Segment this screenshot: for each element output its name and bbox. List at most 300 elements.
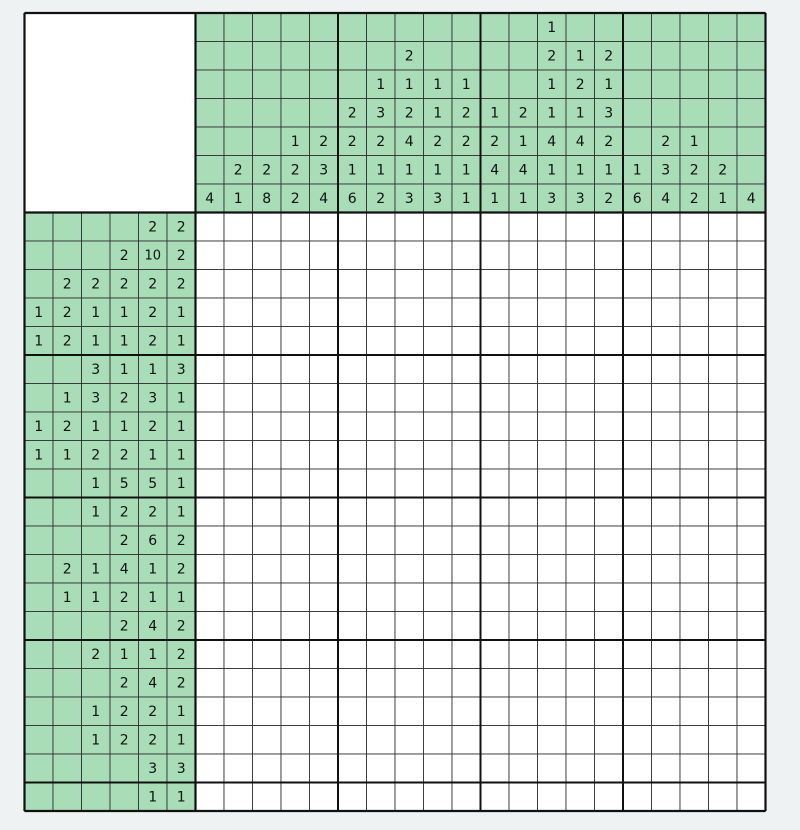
grid-cell[interactable] (566, 726, 595, 755)
grid-cell[interactable] (395, 498, 424, 527)
grid-cell[interactable] (281, 669, 310, 698)
grid-cell[interactable] (281, 526, 310, 555)
grid-cell[interactable] (680, 469, 709, 498)
grid-cell[interactable] (566, 612, 595, 641)
grid-cell[interactable] (367, 327, 396, 356)
grid-cell[interactable] (538, 669, 567, 698)
grid-cell[interactable] (367, 669, 396, 698)
grid-cell[interactable] (481, 498, 510, 527)
grid-cell[interactable] (338, 213, 367, 242)
grid-cell[interactable] (481, 241, 510, 270)
grid-cell[interactable] (652, 441, 681, 470)
grid-cell[interactable] (367, 241, 396, 270)
grid-cell[interactable] (452, 697, 481, 726)
grid-cell[interactable] (680, 355, 709, 384)
grid-cell[interactable] (595, 498, 624, 527)
grid-cell[interactable] (652, 355, 681, 384)
grid-cell[interactable] (281, 783, 310, 812)
grid-cell[interactable] (253, 270, 282, 299)
grid-cell[interactable] (253, 640, 282, 669)
grid-cell[interactable] (481, 213, 510, 242)
grid-cell[interactable] (224, 669, 253, 698)
grid-cell[interactable] (709, 669, 738, 698)
grid-cell[interactable] (623, 441, 652, 470)
grid-cell[interactable] (709, 783, 738, 812)
grid-cell[interactable] (224, 555, 253, 584)
grid-cell[interactable] (224, 327, 253, 356)
grid-cell[interactable] (509, 640, 538, 669)
grid-cell[interactable] (595, 697, 624, 726)
grid-cell[interactable] (709, 412, 738, 441)
grid-cell[interactable] (253, 526, 282, 555)
grid-cell[interactable] (310, 669, 339, 698)
grid-cell[interactable] (424, 412, 453, 441)
grid-cell[interactable] (509, 213, 538, 242)
grid-cell[interactable] (538, 355, 567, 384)
grid-cell[interactable] (452, 555, 481, 584)
grid-cell[interactable] (395, 270, 424, 299)
grid-cell[interactable] (424, 441, 453, 470)
grid-cell[interactable] (253, 555, 282, 584)
grid-cell[interactable] (253, 697, 282, 726)
grid-cell[interactable] (680, 412, 709, 441)
grid-cell[interactable] (737, 270, 766, 299)
grid-cell[interactable] (595, 555, 624, 584)
grid-cell[interactable] (538, 469, 567, 498)
grid-cell[interactable] (538, 726, 567, 755)
grid-cell[interactable] (509, 469, 538, 498)
grid-cell[interactable] (224, 298, 253, 327)
grid-cell[interactable] (253, 754, 282, 783)
grid-cell[interactable] (338, 384, 367, 413)
grid-cell[interactable] (452, 412, 481, 441)
grid-cell[interactable] (424, 612, 453, 641)
grid-cell[interactable] (481, 327, 510, 356)
grid-cell[interactable] (338, 327, 367, 356)
grid-cell[interactable] (424, 669, 453, 698)
grid-cell[interactable] (224, 355, 253, 384)
grid-cell[interactable] (395, 697, 424, 726)
grid-cell[interactable] (196, 498, 225, 527)
grid-cell[interactable] (281, 726, 310, 755)
grid-cell[interactable] (481, 640, 510, 669)
grid-cell[interactable] (709, 327, 738, 356)
grid-cell[interactable] (481, 612, 510, 641)
grid-cell[interactable] (367, 498, 396, 527)
grid-cell[interactable] (253, 298, 282, 327)
grid-cell[interactable] (452, 441, 481, 470)
grid-cell[interactable] (652, 384, 681, 413)
grid-cell[interactable] (310, 270, 339, 299)
grid-cell[interactable] (652, 412, 681, 441)
grid-cell[interactable] (623, 754, 652, 783)
grid-cell[interactable] (595, 327, 624, 356)
grid-cell[interactable] (452, 270, 481, 299)
grid-cell[interactable] (481, 469, 510, 498)
grid-cell[interactable] (452, 355, 481, 384)
grid-cell[interactable] (424, 555, 453, 584)
grid-cell[interactable] (338, 697, 367, 726)
grid-cell[interactable] (338, 270, 367, 299)
grid-cell[interactable] (424, 697, 453, 726)
grid-cell[interactable] (566, 526, 595, 555)
grid-cell[interactable] (538, 783, 567, 812)
grid-cell[interactable] (680, 241, 709, 270)
grid-cell[interactable] (281, 583, 310, 612)
grid-cell[interactable] (310, 298, 339, 327)
grid-cell[interactable] (452, 640, 481, 669)
grid-cell[interactable] (224, 783, 253, 812)
grid-cell[interactable] (196, 298, 225, 327)
grid-cell[interactable] (224, 754, 253, 783)
grid-cell[interactable] (310, 612, 339, 641)
grid-cell[interactable] (538, 384, 567, 413)
grid-cell[interactable] (566, 298, 595, 327)
grid-cell[interactable] (338, 640, 367, 669)
grid-cell[interactable] (538, 412, 567, 441)
grid-cell[interactable] (566, 355, 595, 384)
grid-cell[interactable] (709, 355, 738, 384)
grid-cell[interactable] (595, 469, 624, 498)
grid-cell[interactable] (367, 555, 396, 584)
grid-cell[interactable] (623, 469, 652, 498)
grid-cell[interactable] (481, 669, 510, 698)
grid-cell[interactable] (281, 555, 310, 584)
grid-cell[interactable] (395, 298, 424, 327)
grid-cell[interactable] (452, 583, 481, 612)
grid-cell[interactable] (652, 298, 681, 327)
grid-cell[interactable] (224, 498, 253, 527)
grid-cell[interactable] (196, 555, 225, 584)
grid-cell[interactable] (367, 469, 396, 498)
grid-cell[interactable] (652, 783, 681, 812)
grid-cell[interactable] (623, 612, 652, 641)
grid-cell[interactable] (338, 783, 367, 812)
grid-cell[interactable] (310, 526, 339, 555)
grid-cell[interactable] (338, 726, 367, 755)
grid-cell[interactable] (566, 327, 595, 356)
grid-cell[interactable] (652, 241, 681, 270)
grid-cell[interactable] (452, 669, 481, 698)
grid-cell[interactable] (481, 355, 510, 384)
grid-cell[interactable] (623, 640, 652, 669)
grid-cell[interactable] (395, 384, 424, 413)
grid-cell[interactable] (652, 754, 681, 783)
grid-cell[interactable] (310, 441, 339, 470)
grid-cell[interactable] (395, 783, 424, 812)
grid-cell[interactable] (281, 640, 310, 669)
grid-cell[interactable] (680, 441, 709, 470)
grid-cell[interactable] (395, 526, 424, 555)
grid-cell[interactable] (623, 241, 652, 270)
grid-cell[interactable] (367, 213, 396, 242)
grid-cell[interactable] (481, 583, 510, 612)
grid-cell[interactable] (395, 355, 424, 384)
grid-cell[interactable] (538, 213, 567, 242)
grid-cell[interactable] (310, 640, 339, 669)
grid-cell[interactable] (424, 469, 453, 498)
grid-cell[interactable] (680, 669, 709, 698)
grid-cell[interactable] (281, 384, 310, 413)
grid-cell[interactable] (509, 241, 538, 270)
grid-cell[interactable] (509, 526, 538, 555)
grid-cell[interactable] (737, 526, 766, 555)
grid-cell[interactable] (652, 640, 681, 669)
grid-cell[interactable] (424, 783, 453, 812)
grid-cell[interactable] (595, 640, 624, 669)
grid-cell[interactable] (538, 241, 567, 270)
grid-cell[interactable] (709, 754, 738, 783)
grid-cell[interactable] (310, 583, 339, 612)
grid-cell[interactable] (310, 555, 339, 584)
grid-cell[interactable] (481, 384, 510, 413)
grid-cell[interactable] (281, 469, 310, 498)
grid-cell[interactable] (253, 669, 282, 698)
grid-cell[interactable] (737, 669, 766, 698)
grid-cell[interactable] (424, 298, 453, 327)
grid-cell[interactable] (196, 754, 225, 783)
grid-cell[interactable] (509, 697, 538, 726)
grid-cell[interactable] (737, 298, 766, 327)
grid-cell[interactable] (481, 412, 510, 441)
grid-cell[interactable] (395, 213, 424, 242)
grid-cell[interactable] (452, 298, 481, 327)
grid-cell[interactable] (367, 697, 396, 726)
grid-cell[interactable] (680, 640, 709, 669)
grid-cell[interactable] (224, 583, 253, 612)
grid-cell[interactable] (424, 270, 453, 299)
grid-cell[interactable] (509, 441, 538, 470)
grid-cell[interactable] (481, 783, 510, 812)
grid-cell[interactable] (481, 270, 510, 299)
grid-cell[interactable] (566, 241, 595, 270)
grid-cell[interactable] (424, 355, 453, 384)
grid-cell[interactable] (680, 555, 709, 584)
grid-cell[interactable] (395, 469, 424, 498)
grid-cell[interactable] (538, 270, 567, 299)
grid-cell[interactable] (481, 754, 510, 783)
grid-cell[interactable] (709, 270, 738, 299)
grid-cell[interactable] (680, 526, 709, 555)
grid-cell[interactable] (310, 754, 339, 783)
grid-cell[interactable] (481, 441, 510, 470)
grid-cell[interactable] (338, 555, 367, 584)
grid-cell[interactable] (538, 640, 567, 669)
grid-cell[interactable] (281, 355, 310, 384)
grid-cell[interactable] (338, 498, 367, 527)
grid-cell[interactable] (509, 498, 538, 527)
grid-cell[interactable] (737, 612, 766, 641)
grid-cell[interactable] (281, 412, 310, 441)
grid-cell[interactable] (452, 498, 481, 527)
grid-cell[interactable] (281, 298, 310, 327)
grid-cell[interactable] (196, 697, 225, 726)
grid-cell[interactable] (338, 241, 367, 270)
grid-cell[interactable] (623, 270, 652, 299)
grid-cell[interactable] (509, 412, 538, 441)
grid-cell[interactable] (566, 412, 595, 441)
grid-cell[interactable] (367, 612, 396, 641)
grid-cell[interactable] (310, 697, 339, 726)
grid-cell[interactable] (623, 726, 652, 755)
grid-cell[interactable] (481, 697, 510, 726)
grid-cell[interactable] (196, 270, 225, 299)
grid-cell[interactable] (224, 441, 253, 470)
grid-cell[interactable] (595, 241, 624, 270)
grid-cell[interactable] (338, 754, 367, 783)
grid-cell[interactable] (424, 213, 453, 242)
grid-cell[interactable] (281, 213, 310, 242)
grid-cell[interactable] (652, 526, 681, 555)
grid-cell[interactable] (367, 526, 396, 555)
grid-cell[interactable] (310, 241, 339, 270)
grid-cell[interactable] (566, 555, 595, 584)
grid-cell[interactable] (281, 441, 310, 470)
grid-cell[interactable] (281, 697, 310, 726)
grid-cell[interactable] (281, 241, 310, 270)
grid-cell[interactable] (709, 640, 738, 669)
grid-cell[interactable] (224, 241, 253, 270)
grid-cell[interactable] (709, 441, 738, 470)
grid-cell[interactable] (595, 298, 624, 327)
grid-cell[interactable] (395, 327, 424, 356)
grid-cell[interactable] (509, 783, 538, 812)
grid-cell[interactable] (709, 469, 738, 498)
grid-cell[interactable] (452, 384, 481, 413)
grid-cell[interactable] (253, 583, 282, 612)
grid-cell[interactable] (452, 526, 481, 555)
grid-cell[interactable] (281, 270, 310, 299)
grid-cell[interactable] (224, 270, 253, 299)
grid-cell[interactable] (224, 612, 253, 641)
grid-cell[interactable] (338, 469, 367, 498)
grid-cell[interactable] (281, 327, 310, 356)
grid-cell[interactable] (737, 697, 766, 726)
grid-cell[interactable] (224, 213, 253, 242)
grid-cell[interactable] (196, 640, 225, 669)
grid-cell[interactable] (595, 783, 624, 812)
grid-cell[interactable] (595, 213, 624, 242)
grid-cell[interactable] (196, 241, 225, 270)
grid-cell[interactable] (709, 241, 738, 270)
grid-cell[interactable] (566, 384, 595, 413)
grid-cell[interactable] (623, 298, 652, 327)
grid-cell[interactable] (196, 669, 225, 698)
grid-cell[interactable] (737, 213, 766, 242)
grid-cell[interactable] (367, 783, 396, 812)
grid-cell[interactable] (538, 498, 567, 527)
grid-cell[interactable] (595, 754, 624, 783)
grid-cell[interactable] (196, 583, 225, 612)
grid-cell[interactable] (367, 726, 396, 755)
grid-cell[interactable] (452, 469, 481, 498)
grid-cell[interactable] (538, 327, 567, 356)
grid-cell[interactable] (196, 469, 225, 498)
grid-cell[interactable] (652, 669, 681, 698)
grid-cell[interactable] (310, 384, 339, 413)
grid-cell[interactable] (253, 355, 282, 384)
grid-cell[interactable] (310, 412, 339, 441)
grid-cell[interactable] (338, 441, 367, 470)
grid-cell[interactable] (737, 327, 766, 356)
grid-cell[interactable] (338, 412, 367, 441)
grid-cell[interactable] (623, 583, 652, 612)
grid-cell[interactable] (538, 441, 567, 470)
grid-cell[interactable] (367, 355, 396, 384)
grid-cell[interactable] (253, 213, 282, 242)
grid-cell[interactable] (196, 441, 225, 470)
grid-cell[interactable] (652, 213, 681, 242)
grid-cell[interactable] (652, 555, 681, 584)
grid-cell[interactable] (709, 612, 738, 641)
grid-cell[interactable] (680, 754, 709, 783)
grid-cell[interactable] (737, 583, 766, 612)
grid-cell[interactable] (709, 298, 738, 327)
grid-cell[interactable] (709, 213, 738, 242)
grid-cell[interactable] (538, 555, 567, 584)
grid-cell[interactable] (709, 526, 738, 555)
grid-cell[interactable] (509, 298, 538, 327)
grid-cell[interactable] (538, 526, 567, 555)
grid-cell[interactable] (680, 583, 709, 612)
grid-cell[interactable] (253, 469, 282, 498)
grid-cell[interactable] (196, 526, 225, 555)
grid-cell[interactable] (395, 612, 424, 641)
grid-cell[interactable] (623, 697, 652, 726)
grid-cell[interactable] (737, 783, 766, 812)
grid-cell[interactable] (566, 783, 595, 812)
grid-cell[interactable] (737, 241, 766, 270)
grid-cell[interactable] (595, 270, 624, 299)
grid-cell[interactable] (395, 241, 424, 270)
grid-cell[interactable] (395, 640, 424, 669)
grid-cell[interactable] (224, 384, 253, 413)
grid-cell[interactable] (652, 697, 681, 726)
grid-cell[interactable] (680, 612, 709, 641)
grid-cell[interactable] (424, 640, 453, 669)
grid-cell[interactable] (452, 241, 481, 270)
grid-cell[interactable] (509, 669, 538, 698)
grid-cell[interactable] (737, 412, 766, 441)
grid-cell[interactable] (310, 213, 339, 242)
grid-cell[interactable] (737, 469, 766, 498)
grid-cell[interactable] (737, 441, 766, 470)
grid-cell[interactable] (595, 441, 624, 470)
grid-cell[interactable] (452, 327, 481, 356)
grid-cell[interactable] (538, 697, 567, 726)
grid-cell[interactable] (680, 783, 709, 812)
grid-cell[interactable] (196, 213, 225, 242)
grid-cell[interactable] (595, 526, 624, 555)
grid-cell[interactable] (623, 384, 652, 413)
grid-cell[interactable] (737, 498, 766, 527)
grid-cell[interactable] (566, 213, 595, 242)
grid-cell[interactable] (538, 583, 567, 612)
grid-cell[interactable] (367, 270, 396, 299)
grid-cell[interactable] (395, 726, 424, 755)
grid-cell[interactable] (709, 555, 738, 584)
grid-cell[interactable] (538, 754, 567, 783)
grid-cell[interactable] (538, 298, 567, 327)
grid-cell[interactable] (481, 726, 510, 755)
grid-cell[interactable] (253, 241, 282, 270)
grid-cell[interactable] (680, 213, 709, 242)
grid-cell[interactable] (338, 298, 367, 327)
grid-cell[interactable] (509, 583, 538, 612)
grid-cell[interactable] (424, 526, 453, 555)
grid-cell[interactable] (452, 213, 481, 242)
grid-cell[interactable] (652, 498, 681, 527)
